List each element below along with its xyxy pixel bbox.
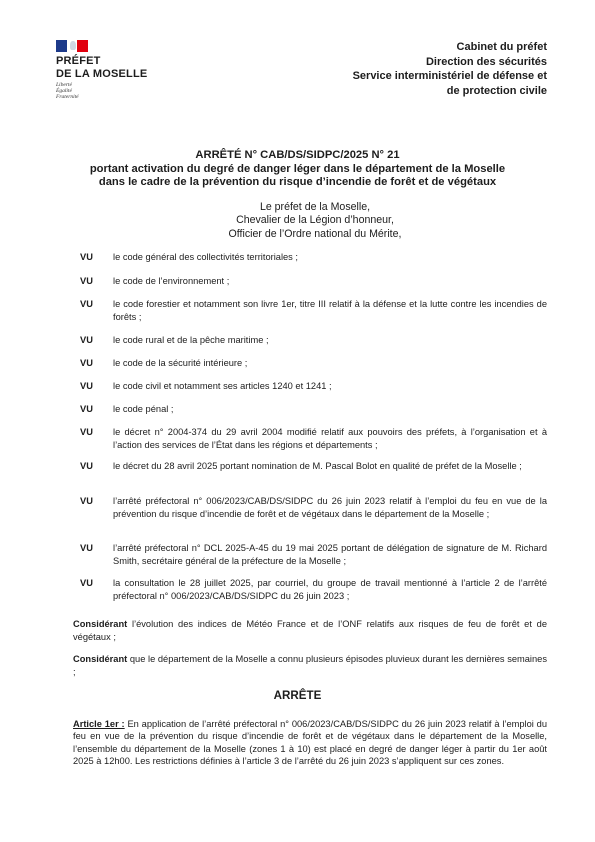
visa-text: le code de la sécurité intérieure ; [113, 358, 248, 368]
visa-label: VU [80, 276, 93, 286]
header-line3: Service interministériel de défense et [352, 70, 547, 82]
visa-item [80, 577, 547, 602]
visa-label: VU [80, 404, 93, 414]
visa-label: VU [80, 299, 93, 309]
visa-label: VU [80, 496, 93, 506]
motto-egalite: Égalité [56, 88, 72, 94]
motto-liberte: Liberté [56, 82, 72, 88]
visa-text: le code de l’environnement ; [113, 276, 230, 286]
visa-label: VU [80, 381, 93, 391]
visa-text: le décret n° 2004-374 du 29 avril 2004 modifié relatif aux pouvoirs des préfets, à l’organisation et à l’action des services de l’État dans les régions et départements ; [113, 427, 547, 450]
visa-label: VU [80, 252, 93, 262]
visa-text: le code civil et notamment ses articles 1240 et 1241 ; [113, 381, 332, 391]
visa-label: VU [80, 427, 93, 437]
issuing-service-header [353, 40, 547, 98]
prefet-line2: Chevalier de la Légion d’honneur, [236, 214, 394, 227]
visa-text: le code pénal ; [113, 404, 174, 414]
visa-item [80, 403, 547, 416]
visa-label: VU [80, 461, 93, 471]
visa-item [80, 275, 547, 288]
visa-item [80, 460, 547, 473]
visa-label: VU [80, 335, 93, 345]
decree-number: ARRÊTÉ N° CAB/DS/SIDPC/2025 N° 21 [195, 149, 400, 161]
header-line2: Direction des sécurités [425, 55, 547, 68]
visa-label: VU [80, 543, 93, 553]
logo-motto [56, 82, 166, 100]
visa-label: VU [80, 578, 93, 588]
article-1-text: En application de l’arrêté préfectoral n° 006/2023/CAB/DS/SIDPC du 26 juin 2023 relatif à l’emploi du feu en vue de la prévention du risque d’incendie de forêt et de végétaux dans le département de la Moselle, l’ensemble du département de la Moselle (zones 1 à 10) est placé en degré de danger léger à partir du 1er août 2025 à 12h00. Les restrictions définies à l’article 3 de l’arrêté du 26 juin 2023 s’appliquent sur ces zones. [73, 719, 548, 766]
visa-item [80, 426, 547, 451]
visa-item [80, 298, 547, 323]
visa-text: le code rural et de la pêche maritime ; [113, 335, 269, 345]
considerant-text: que le département de la Moselle a connu plusieurs épisodes pluvieux durant les dernières semaines ; [73, 654, 547, 677]
considerant-label: Considérant [73, 619, 128, 629]
header-line4: de protection civile [446, 84, 547, 97]
prefet-line3: Officier de l’Ordre national du Mérite, [228, 227, 402, 240]
visa-item [80, 334, 547, 347]
considerant-paragraph [73, 618, 547, 643]
decree-subject-line1: portant activation du degré de danger léger dans le département de la Moselle [89, 162, 506, 175]
marianne-flag-icon [56, 40, 88, 52]
visa-text: l’arrêté préfectoral n° 006/2023/CAB/DS/SIDPC du 26 juin 2023 relatif à l’emploi du feu en vue de la prévention du risque d’incendie de forêt et de végétaux dans le département de la Moselle ; [113, 496, 547, 519]
visa-label: VU [80, 358, 93, 368]
visa-text: le décret du 28 avril 2025 portant nomination de M. Pascal Bolot en qualité de préfet de la Moselle ; [113, 461, 522, 471]
prefet-line1: Le préfet de la Moselle, [259, 201, 371, 213]
considerant-text: l’évolution des indices de Météo France et de l’ONF relatifs aux risques de feu de forêt et de végétaux ; [73, 619, 547, 642]
arrete-heading: ARRÊTE [273, 689, 322, 702]
logo-title-line1: PRÉFET [56, 55, 101, 67]
logo-title [56, 55, 166, 80]
prefecture-logo [56, 40, 166, 100]
visa-item [80, 251, 547, 264]
header-line1: Cabinet du préfet [456, 41, 547, 53]
logo-title-line2: DE LA MOSELLE [56, 67, 148, 80]
prefet-signatory [200, 201, 430, 241]
considerant-paragraph [73, 653, 547, 678]
visa-text: la consultation le 28 juillet 2025, par courriel, du groupe de travail mentionné à l’article 2 de l’arrêté préfectoral n° 006/2023/CAB/DS/SIDPC du 26 juin 2023 ; [113, 578, 547, 601]
visa-item [80, 542, 547, 567]
visa-text: l’arrêté préfectoral n° DCL 2025-A-45 du 19 mai 2025 portant de délégation de signature de M. Richard Smith, secrétaire général de la préfecture de la Moselle ; [113, 543, 547, 566]
visa-item [80, 380, 547, 393]
article-1-label: Article 1er : [73, 719, 125, 729]
article-1 [73, 718, 547, 767]
motto-fraternite: Fraternité [56, 94, 79, 100]
visa-item [80, 495, 547, 520]
visa-text: le code forestier et notamment son livre 1er, titre III relatif à la défense et la lutte contre les incendies de forêts ; [113, 299, 547, 322]
decree-title [40, 149, 555, 190]
considerant-label: Considérant [73, 654, 128, 664]
visa-item [80, 357, 547, 370]
visa-text: le code général des collectivités territoriales ; [113, 252, 298, 262]
decree-subject-line2: dans le cadre de la prévention du risque d’incendie de forêt et de végétaux [98, 176, 497, 189]
